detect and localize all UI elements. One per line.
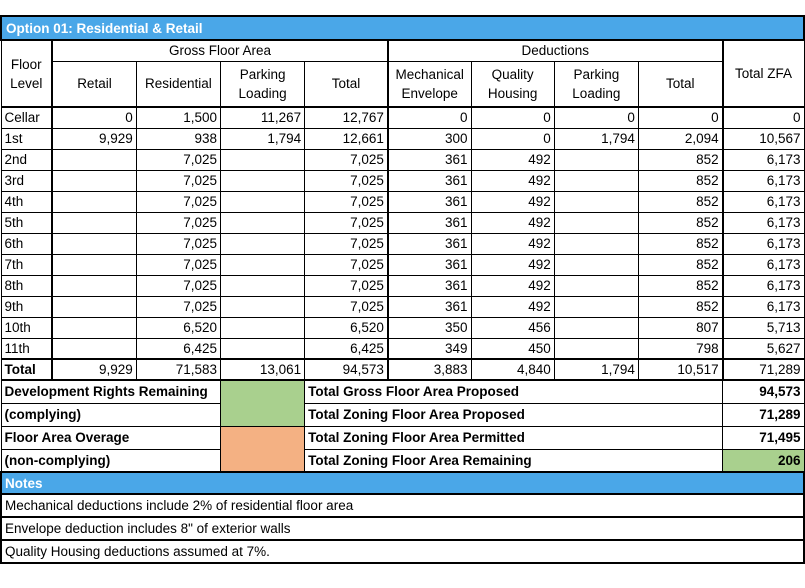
gross-floor-area-header: Gross Floor Area <box>52 40 388 61</box>
parking-cell <box>220 275 304 296</box>
note-envelope: Envelope deduction includes 8" of exterior walls <box>1 517 804 540</box>
col-gfa-total-header: Total <box>305 61 388 107</box>
mechanical-cell: 361 <box>388 170 471 191</box>
retail-cell <box>52 212 136 233</box>
ded-parking-cell <box>554 254 638 275</box>
zfa-cell: 5,713 <box>723 317 804 338</box>
residential-cell: 7,025 <box>136 191 220 212</box>
gfa-total-cell: 6,425 <box>305 338 388 359</box>
floor-level-cell: 8th <box>1 275 52 296</box>
ded-parking-cell <box>554 149 638 170</box>
summary-row-1 <box>1 380 804 403</box>
note-mechanical: Mechanical deductions include 2% of residential floor area <box>1 494 804 517</box>
floor-level-cell: 9th <box>1 296 52 317</box>
overage-label-2: (non-complying) <box>1 449 220 472</box>
floor-level-cell: 4th <box>1 191 52 212</box>
table-row <box>1 170 804 191</box>
quality-housing-cell: 492 <box>471 275 554 296</box>
ded-parking-cell <box>554 317 638 338</box>
residential-cell: 7,025 <box>136 275 220 296</box>
retail-cell <box>52 338 136 359</box>
quality-housing-cell: 492 <box>471 170 554 191</box>
residential-cell: 7,025 <box>136 212 220 233</box>
gfa-total-cell: 7,025 <box>305 233 388 254</box>
header-row-2 <box>1 61 804 107</box>
ded-parking-cell: 0 <box>554 107 638 128</box>
total-ded-total: 10,517 <box>638 359 722 380</box>
mechanical-cell: 361 <box>388 296 471 317</box>
note-row <box>1 540 804 563</box>
retail-cell <box>52 317 136 338</box>
zfa-cell: 5,627 <box>723 338 804 359</box>
header-row-1 <box>1 40 804 61</box>
zfa-cell: 6,173 <box>723 212 804 233</box>
note-row <box>1 517 804 540</box>
ded-parking-cell <box>554 275 638 296</box>
floor-level-cell: 3rd <box>1 170 52 191</box>
floor-level-cell: 1st <box>1 128 52 149</box>
table-row <box>1 149 804 170</box>
residential-cell: 1,500 <box>136 107 220 128</box>
total-zfa: 71,289 <box>723 359 804 380</box>
residential-cell: 7,025 <box>136 149 220 170</box>
parking-cell <box>220 191 304 212</box>
parking-cell <box>220 149 304 170</box>
dev-rights-label-2: (complying) <box>1 403 220 426</box>
gfa-total-cell: 7,025 <box>305 149 388 170</box>
retail-cell <box>52 296 136 317</box>
dev-rights-label-1: Development Rights Remaining <box>1 380 220 403</box>
zfa-cell: 6,173 <box>723 254 804 275</box>
retail-cell <box>52 233 136 254</box>
overage-label-1: Floor Area Overage <box>1 426 220 449</box>
parking-cell <box>220 254 304 275</box>
ded-parking-cell <box>554 170 638 191</box>
retail-cell <box>52 191 136 212</box>
gfa-total-cell: 7,025 <box>305 296 388 317</box>
ded-total-cell: 852 <box>638 149 722 170</box>
table-row <box>1 233 804 254</box>
retail-cell: 0 <box>52 107 136 128</box>
parking-cell <box>220 338 304 359</box>
col-residential-header: Residential <box>136 61 220 107</box>
total-retail: 9,929 <box>52 359 136 380</box>
zfa-cell: 6,173 <box>723 233 804 254</box>
quality-housing-cell: 492 <box>471 296 554 317</box>
note-quality-housing: Quality Housing deductions assumed at 7%. <box>1 540 804 563</box>
floor-level-cell: 10th <box>1 317 52 338</box>
ded-total-cell: 852 <box>638 296 722 317</box>
table-row <box>1 275 804 296</box>
ded-total-cell: 807 <box>638 317 722 338</box>
quality-housing-cell: 492 <box>471 254 554 275</box>
floor-level-cell: 2nd <box>1 149 52 170</box>
quality-housing-cell: 456 <box>471 317 554 338</box>
summary-row-4 <box>1 449 804 472</box>
floor-level-cell: 11th <box>1 338 52 359</box>
summary-value-gfa-proposed: 94,573 <box>723 380 804 403</box>
floor-level-cell: Cellar <box>1 107 52 128</box>
residential-cell: 7,025 <box>136 254 220 275</box>
zoning-floor-area-sheet <box>0 15 805 564</box>
retail-cell: 9,929 <box>52 128 136 149</box>
residential-cell: 6,425 <box>136 338 220 359</box>
ded-total-cell: 2,094 <box>638 128 722 149</box>
retail-cell <box>52 170 136 191</box>
col-parking-header: Parking Loading <box>220 61 304 107</box>
quality-housing-cell: 492 <box>471 233 554 254</box>
table-row <box>1 338 804 359</box>
total-row <box>1 359 804 380</box>
mechanical-cell: 361 <box>388 254 471 275</box>
mechanical-cell: 349 <box>388 338 471 359</box>
ded-total-cell: 852 <box>638 170 722 191</box>
deductions-header: Deductions <box>388 40 723 61</box>
ded-parking-cell: 1,794 <box>554 128 638 149</box>
gfa-total-cell: 7,025 <box>305 191 388 212</box>
table-row <box>1 107 804 128</box>
retail-cell <box>52 254 136 275</box>
residential-cell: 938 <box>136 128 220 149</box>
gfa-total-cell: 7,025 <box>305 170 388 191</box>
retail-cell <box>52 275 136 296</box>
dev-rights-swatch <box>220 380 304 426</box>
floor-level-cell: 6th <box>1 233 52 254</box>
table-row <box>1 296 804 317</box>
summary-value-zfa-remaining: 206 <box>723 449 804 472</box>
overage-swatch <box>220 426 304 472</box>
zfa-cell: 6,173 <box>723 191 804 212</box>
table-row <box>1 212 804 233</box>
col-mechanical-header: Mechanical Envelope <box>388 61 471 107</box>
summary-value-zfa-permitted: 71,495 <box>723 426 804 449</box>
ded-parking-cell <box>554 191 638 212</box>
mechanical-cell: 361 <box>388 233 471 254</box>
ded-total-cell: 798 <box>638 338 722 359</box>
mechanical-cell: 361 <box>388 149 471 170</box>
table-row <box>1 128 804 149</box>
ded-parking-cell <box>554 212 638 233</box>
parking-cell: 11,267 <box>220 107 304 128</box>
zfa-cell: 6,173 <box>723 296 804 317</box>
residential-cell: 7,025 <box>136 233 220 254</box>
zfa-table <box>0 15 805 564</box>
summary-label-zfa-permitted: Total Zoning Floor Area Permitted <box>305 426 723 449</box>
table-row <box>1 254 804 275</box>
retail-cell <box>52 149 136 170</box>
col-ded-parking-header: Parking Loading <box>554 61 638 107</box>
summary-label-zfa-remaining: Total Zoning Floor Area Remaining <box>305 449 723 472</box>
summary-row-2 <box>1 403 804 426</box>
summary-label-zfa-proposed: Total Zoning Floor Area Proposed <box>305 403 723 426</box>
gfa-total-cell: 12,767 <box>305 107 388 128</box>
sheet-title: Option 01: Residential & Retail <box>1 16 804 40</box>
quality-housing-cell: 492 <box>471 212 554 233</box>
gfa-total-cell: 7,025 <box>305 254 388 275</box>
total-quality-housing: 4,840 <box>471 359 554 380</box>
quality-housing-cell: 492 <box>471 149 554 170</box>
parking-cell <box>220 233 304 254</box>
total-row-label: Total <box>1 359 52 380</box>
quality-housing-cell: 0 <box>471 107 554 128</box>
summary-row-3 <box>1 426 804 449</box>
ded-total-cell: 852 <box>638 275 722 296</box>
zfa-cell: 6,173 <box>723 275 804 296</box>
summary-label-gfa-proposed: Total Gross Floor Area Proposed <box>305 380 723 403</box>
residential-cell: 7,025 <box>136 296 220 317</box>
ded-total-cell: 852 <box>638 212 722 233</box>
ded-parking-cell <box>554 296 638 317</box>
parking-cell: 1,794 <box>220 128 304 149</box>
table-row <box>1 191 804 212</box>
gfa-total-cell: 12,661 <box>305 128 388 149</box>
total-residential: 71,583 <box>136 359 220 380</box>
ded-parking-cell <box>554 233 638 254</box>
quality-housing-cell: 450 <box>471 338 554 359</box>
notes-header: Notes <box>1 472 804 494</box>
total-gfa-total: 94,573 <box>305 359 388 380</box>
quality-housing-cell: 0 <box>471 128 554 149</box>
parking-cell <box>220 317 304 338</box>
ded-total-cell: 852 <box>638 233 722 254</box>
col-ded-total-header: Total <box>638 61 722 107</box>
ded-total-cell: 852 <box>638 254 722 275</box>
zfa-cell: 6,173 <box>723 149 804 170</box>
mechanical-cell: 350 <box>388 317 471 338</box>
zfa-cell: 10,567 <box>723 128 804 149</box>
ded-total-cell: 0 <box>638 107 722 128</box>
floor-level-header: Floor Level <box>1 40 52 107</box>
parking-cell <box>220 170 304 191</box>
total-parking: 13,061 <box>220 359 304 380</box>
gfa-total-cell: 7,025 <box>305 212 388 233</box>
total-zfa-header: Total ZFA <box>723 40 804 107</box>
mechanical-cell: 361 <box>388 212 471 233</box>
parking-cell <box>220 296 304 317</box>
col-retail-header: Retail <box>52 61 136 107</box>
ded-total-cell: 852 <box>638 191 722 212</box>
ded-parking-cell <box>554 338 638 359</box>
mechanical-cell: 300 <box>388 128 471 149</box>
residential-cell: 6,520 <box>136 317 220 338</box>
floor-level-cell: 5th <box>1 212 52 233</box>
notes-header-row <box>1 472 804 494</box>
total-mechanical: 3,883 <box>388 359 471 380</box>
quality-housing-cell: 492 <box>471 191 554 212</box>
table-row <box>1 317 804 338</box>
gfa-total-cell: 7,025 <box>305 275 388 296</box>
mechanical-cell: 0 <box>388 107 471 128</box>
zfa-cell: 6,173 <box>723 170 804 191</box>
mechanical-cell: 361 <box>388 191 471 212</box>
parking-cell <box>220 212 304 233</box>
residential-cell: 7,025 <box>136 170 220 191</box>
zfa-cell: 0 <box>723 107 804 128</box>
total-ded-parking: 1,794 <box>554 359 638 380</box>
floor-level-cell: 7th <box>1 254 52 275</box>
col-quality-housing-header: Quality Housing <box>471 61 554 107</box>
summary-value-zfa-proposed: 71,289 <box>723 403 804 426</box>
note-row <box>1 494 804 517</box>
gfa-total-cell: 6,520 <box>305 317 388 338</box>
mechanical-cell: 361 <box>388 275 471 296</box>
title-row <box>1 16 804 40</box>
